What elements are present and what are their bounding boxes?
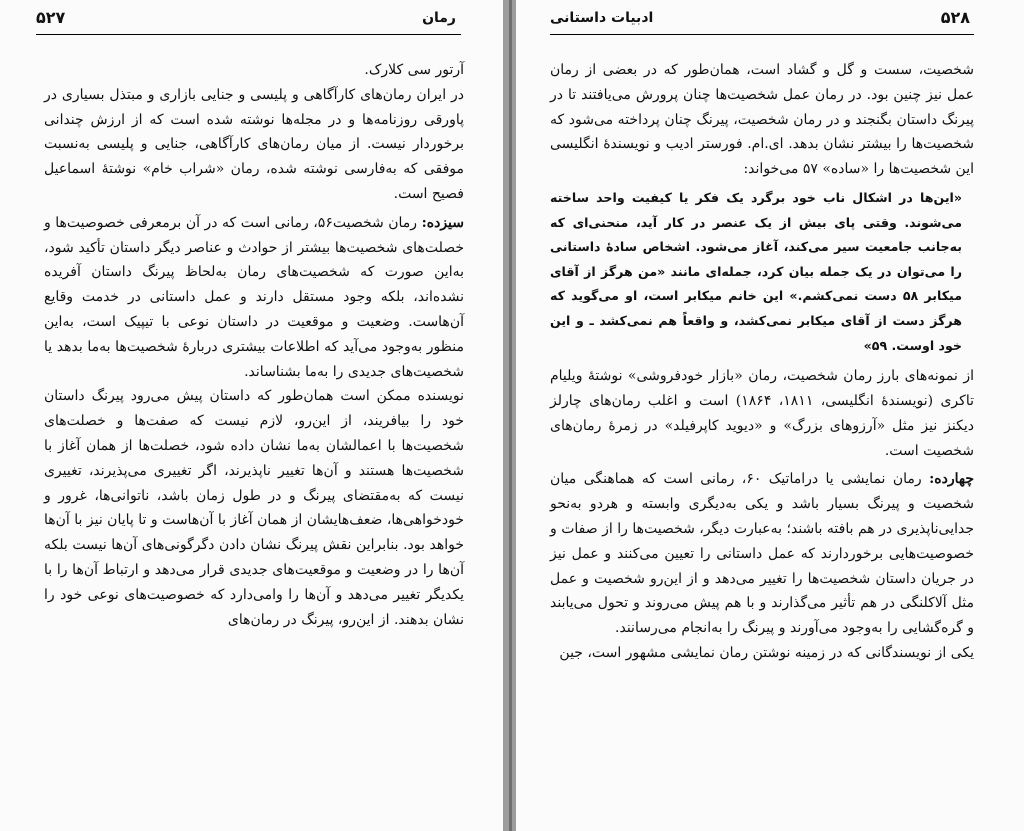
section-heading: سیزده:: [421, 214, 465, 231]
paragraph: آرتور سی کلارک.: [364, 62, 464, 78]
left-page-header-rule: [36, 34, 461, 35]
paragraph: شخصیت، سست و گل و گشاد است، همان‌طور که در بعضی از رمان عمل نیز چنین بود. در رمان عمل شخصیت‌ها چنان پرورش می‌یافتند تا در پیرنگ داستان بگنجند و در رمان شخصیت، پیرنگ چنان پرداخته می‌شود که شخصیت‌ها را بیشتر نشان بدهد. ای.ام. فورستر ادیب و نویسندهٔ انگلیسی این شخصیت‌ها را «ساده» ۵۷ می‌خواند:: [550, 62, 974, 178]
paragraph: در ایران رمان‌های کارآگاهی و پلیسی و جنایی بازاری و مبتذل بسیاری در پاورقی روزنامه‌ها و در مجله‌ها نوشته شده است که از ارزش چندانی برخوردار نیست. از میان رمان‌های کارآگاهی، جنایی و پلیسی به‌نسبت موفقی که به‌فارسی نوشته شده، رمان «شراب خام» نوشتهٔ اسماعیل فصیح است.: [44, 86, 464, 202]
section-heading: چهارده:: [929, 471, 974, 488]
left-page: [0, 0, 503, 831]
left-page-number: ۵۲۷: [36, 8, 66, 27]
right-page-number: ۵۲۸: [940, 8, 970, 27]
paragraph-text: رمان شخصیت۵۶، رمانی است که در آن برمعرفی خصوصیت‌ها و خصلت‌های شخصیت‌ها بیشتر از حوادث و عناصر دیگر داستان تأکید شود، به‌این صورت که شخصیت‌های رمان به‌لحاظ پیرنگ داستان آفریده نشده‌اند، بلکه وجود مستقل دارند و عمل داستانی در خدمت وقایع آن‌هاست. وضعیت و موقعیت در داستان نوعی با تیپیک است، به‌این منظور به‌وجود می‌آید که اطلاعات بیشتری دربارهٔ شخصیت‌ها به‌ما بدهد یا شخصیت‌های جدیدی را به‌ما بشناساند.: [44, 214, 464, 380]
paragraph: [550, 467, 974, 641]
paragraph: [44, 211, 464, 385]
left-page-running-title: رمان: [422, 10, 456, 26]
paragraph: نویسنده ممکن است همان‌طور که داستان پیش می‌رود پیرنگ داستان خود را بیافریند، از این‌رو، لازم نیست که صفت‌ها و خصلت‌های شخصیت‌ها با اعمالشان به‌ما نشان داده شود، خصلت‌ها از همان آغاز با شخصیت‌ها هستند و آن‌ها تغییر ناپذیرند، اگر تغییری می‌پذیرند، تغییری نیست که به‌مقتضای پیرنگ و در طول زمان باشد، ناتوانی‌ها، غرور و خودخواهی‌ها، ضعف‌هایشان از همان آغاز با آن‌هاست و تا پایان نیز با آن‌ها خواهد بود. بنابراین نقش پیرنگ نشان دادن دگرگونی‌های آن‌ها نیست بلکه آن‌ها را در وضعیت و موقعیت‌های جدیدی قرار می‌دهد و ارتباط آن‌ها را با یکدیگر تغییر می‌دهد و آن‌ها را وامی‌دارد که خصوصیت‌های نوعی خود را نشان بدهند. از این‌رو، پیرنگ در رمان‌های: [44, 388, 464, 628]
right-page-body: [550, 58, 974, 666]
right-page-header-rule: [550, 34, 974, 35]
paragraph: از نمونه‌های بارز رمان شخصیت، رمان «بازار خودفروشی» نوشتهٔ ویلیام تاکری (نویسندهٔ انگلیسی، ۱۸۱۱، ۱۸۶۴) است و اغلب رمان‌های چارلز دیکنز نیز مثل «آرزوهای بزرگ» و «دیوید کاپرفیلد» در زمرهٔ رمان‌های شخصیت است.: [550, 368, 974, 459]
left-page-header: [36, 6, 456, 30]
right-page-running-title: ادبیات داستانی: [550, 10, 654, 26]
block-quote: «این‌ها در اشکال ناب خود برگرد یک فکر یا کیفیت واحد ساخته می‌شوند. وقتی پای بیش از یک عنصر در کار آید، منحنی‌ای که به‌جانب جامعیت سیر می‌کند، آغاز می‌شود. اشخاص سادهٔ داستانی را می‌توان در یک جمله بیان کرد، جمله‌ای مانند «من هرگز از آقای میکابر ۵۸ دست نمی‌کشم.» این خانم میکابر است، او می‌گوید که هرگز دست از آقای میکابر نمی‌کشد، و واقعاً هم نمی‌کشد ـ و این خود اوست. ۵۹»: [550, 189, 962, 353]
paragraph-text: رمان نمایشی یا دراماتیک ۶۰، رمانی است که هماهنگی میان شخصیت و پیرنگ بسیار باشد و یکی به‌دیگری وابسته و هردو به‌نحو جدایی‌ناپذیری در هم بافته باشند؛ به‌عبارت دیگر، شخصیت‌ها را از صفات و خصوصیت‌هایی برخوردارند که عمل داستانی را تعیین می‌کنند و عمل نیز در جریان داستان شخصیت‌ها را تغییر می‌دهد و از این‌رو شخصیت و عمل مثل آلاکلنگی در هم تأثیر می‌گذارند و با هم پیش می‌روند و تحول می‌یابند و گره‌گشایی را به‌وجود می‌آورند و پیرنگ را به‌انجام می‌رسانند.: [550, 471, 974, 637]
book-spine-shadow: [509, 0, 512, 831]
right-page-header: [550, 6, 970, 30]
paragraph: یکی از نویسندگانی که در زمینه نوشتن رمان نمایشی مشهور است، جین: [559, 644, 974, 661]
left-page-body: [44, 58, 464, 632]
right-page: [516, 0, 1024, 831]
